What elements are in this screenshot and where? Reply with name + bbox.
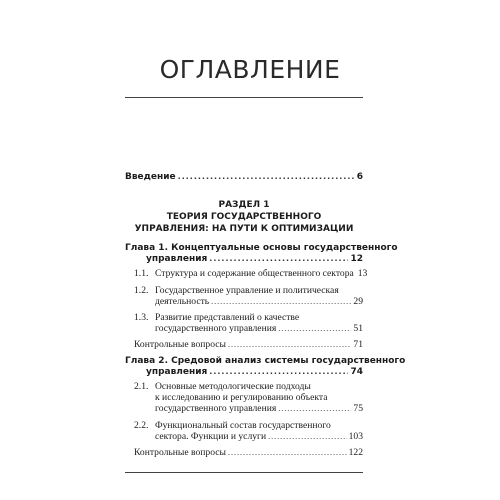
toc-entry-page: 13 xyxy=(357,268,368,279)
toc-entry-label: Структура и содержание общественного сектора xyxy=(155,268,354,279)
section-heading xyxy=(125,199,363,235)
toc-entry-page: 122 xyxy=(348,447,363,458)
section-title-line-1: ТЕОРИЯ ГОСУДАРСТВЕННОГО xyxy=(166,212,322,222)
leader-dots xyxy=(278,323,351,335)
section-title-line-2: УПРАВЛЕНИЯ: НА ПУТИ К ОПТИМИЗАЦИИ xyxy=(134,224,354,234)
subsection-number: 1.1. xyxy=(134,268,149,279)
chapter-1-title-cont: управления xyxy=(146,254,208,264)
subsection-number: 1.3. xyxy=(134,312,149,323)
page-title: ОГЛАВЛЕНИЕ xyxy=(159,55,341,84)
toc-entry-page: 51 xyxy=(353,323,363,334)
leader-dots xyxy=(211,296,351,308)
bottom-rule xyxy=(125,472,363,473)
leader-dots xyxy=(209,366,348,378)
chapter-2-title[interactable]: Глава 2. Средовой анализ системы государственного xyxy=(125,356,406,366)
toc-entry-label: государственного управления xyxy=(155,403,277,414)
section-number: РАЗДЕЛ 1 xyxy=(218,200,270,210)
toc-entry-questions-2[interactable] xyxy=(134,447,363,459)
leader-dots xyxy=(228,447,347,459)
toc-entry-chapter-1[interactable] xyxy=(146,253,363,265)
toc-entry-questions-1[interactable] xyxy=(134,339,363,351)
top-rule xyxy=(125,97,363,98)
subsection-number: 2.2. xyxy=(134,420,149,431)
toc-entry-page: 74 xyxy=(350,367,363,377)
toc-entry-intro[interactable] xyxy=(125,171,363,183)
leader-dots xyxy=(228,339,351,351)
toc-entry-2-1[interactable] xyxy=(155,403,363,415)
toc-entry-1-2[interactable] xyxy=(155,296,363,308)
subsection-number: 2.1. xyxy=(134,381,149,392)
toc-entry-page: 103 xyxy=(348,431,363,442)
toc-entry-2-2-line-1[interactable]: Функциональный состав государственного xyxy=(155,420,331,431)
toc-entry-page: 71 xyxy=(353,339,363,350)
toc-entry-1-2-line-1[interactable]: Государственное управление и политическая xyxy=(155,285,339,296)
toc-entry-1-3-line-1[interactable]: Развитие представлений о качестве xyxy=(155,312,300,323)
leader-dots xyxy=(268,431,347,443)
toc-entry-1-1[interactable] xyxy=(155,268,368,280)
toc-entry-1-3[interactable] xyxy=(155,323,363,335)
subsection-number: 1.2. xyxy=(134,285,149,296)
toc-entry-2-1-line-1[interactable]: Основные методологические подходы xyxy=(155,381,311,392)
toc-entry-chapter-2[interactable] xyxy=(146,366,363,378)
toc-entry-2-1-line-2[interactable]: к исследованию и регулированию объекта xyxy=(155,392,328,403)
toc-entry-label: Контрольные вопросы xyxy=(134,447,226,458)
leader-dots xyxy=(278,403,351,415)
leader-dots xyxy=(209,253,348,265)
chapter-1-title[interactable]: Глава 1. Концептуальные основы государственного xyxy=(125,243,398,253)
toc-entry-page: 6 xyxy=(356,172,363,182)
toc-entry-label: сектора. Функции и услуги xyxy=(155,431,267,442)
toc-entry-page: 75 xyxy=(353,403,363,414)
toc-entry-label: государственного управления xyxy=(155,323,277,334)
leader-dots xyxy=(178,171,355,183)
toc-entry-label: Контрольные вопросы xyxy=(134,339,226,350)
toc-entry-2-2[interactable] xyxy=(155,431,363,443)
chapter-2-title-cont: управления xyxy=(146,367,208,377)
toc-entry-page: 29 xyxy=(353,296,363,307)
toc-entry-label: деятельность xyxy=(155,296,210,307)
toc-entry-page: 12 xyxy=(350,254,363,264)
toc-entry-label: Введение xyxy=(125,172,176,182)
